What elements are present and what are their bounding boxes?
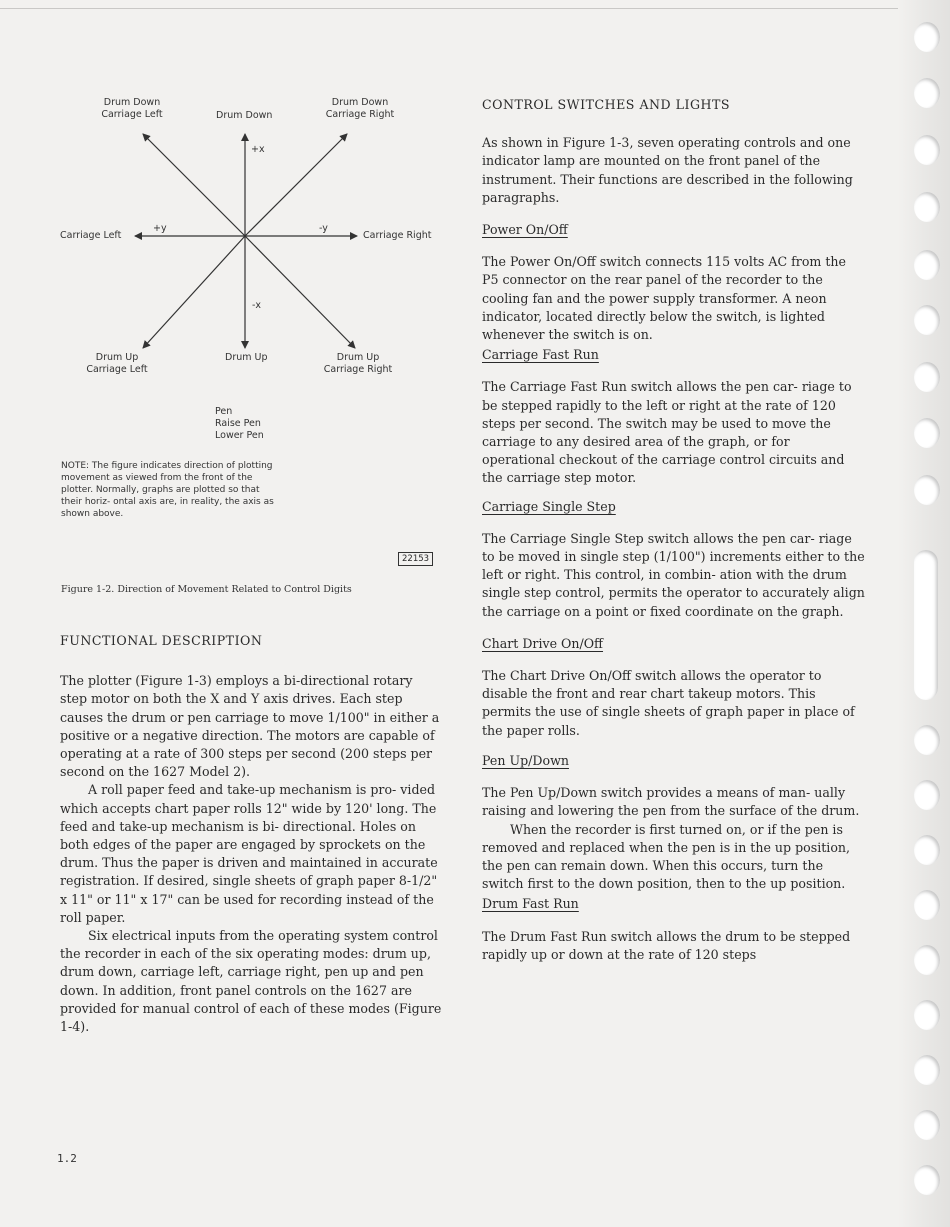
- figure-caption: Figure 1-2. Direction of Movement Related to Control Digits: [61, 584, 352, 595]
- left-column: [60, 632, 442, 1036]
- functional-description-heading: FUNCTIONAL DESCRIPTION: [60, 633, 263, 648]
- pen-up-down-text: The Pen Up/Down switch provides a means of man- ually raising and lowering the pen from the surface of the drum.: [482, 785, 860, 819]
- drum-fast-run-title: Drum Fast Run: [482, 896, 579, 912]
- label-carriage-left: Carriage Left: [60, 230, 122, 241]
- control-switches-heading: CONTROL SWITCHES AND LIGHTS: [482, 97, 731, 112]
- binder-hole: [914, 250, 940, 280]
- arrow-down-left: [143, 236, 245, 348]
- binder-hole: [914, 725, 940, 755]
- pen-up-down-text-2: When the recorder is first turned on, or if the pen is removed and replaced when the pen is in the up position, the pen can remain down. When this occurs, turn the switch first to the down position, then to the up position.: [482, 821, 851, 892]
- label-plus-y: +y: [153, 223, 167, 234]
- label-minus-x: -x: [252, 300, 262, 311]
- pen-up-down-title: Pen Up/Down: [482, 752, 569, 768]
- page-top-rule: [0, 8, 905, 9]
- binder-hole: [914, 475, 940, 505]
- label-plus-x: +x: [251, 144, 265, 155]
- binder-hole: [914, 305, 940, 335]
- binder-hole: [914, 1055, 940, 1085]
- direction-diagram: [55, 90, 460, 610]
- chart-drive-on-off-text: The Chart Drive On/Off switch allows the operator to disable the front and rear chart takeup motors. This permits the use of single sheets of graph paper in place of the paper rolls.: [482, 668, 855, 738]
- binder-hole: [914, 780, 940, 810]
- left-paragraph-1: The plotter (Figure 1-3) employs a bi-directional rotary step motor on both the X and Y axis drives. Each step causes the drum or pen carriage to move 1/100" in either a positive or a negative direction. The motors are capable of operating at a rate of 300 steps per second (200 steps per second on the 1627 Model 2).: [60, 673, 440, 780]
- label-drum-up: Drum Up: [225, 352, 268, 363]
- binder-hole: [914, 192, 940, 222]
- label-carriage-right: Carriage Right: [363, 230, 432, 241]
- drum-fast-run-text: The Drum Fast Run switch allows the drum to be stepped rapidly up or down at the rate of 120 steps: [482, 928, 851, 962]
- label-pen-group: Pen Raise Pen Lower Pen: [215, 406, 264, 441]
- left-paragraph-3: Six electrical inputs from the operating system control the recorder in each of the six operating modes: drum up, drum down, carriage left, carriage right, pen up and pen down. In addition, front panel controls on the 1627 are provided for manual control of each of these modes (Figure 1-4).: [60, 928, 442, 1035]
- control-switches-intro: As shown in Figure 1-3, seven operating controls and one indicator lamp are mounted on the front panel of the instrument. Their functions are described in the following paragraphs.: [482, 135, 853, 205]
- diagram-note: NOTE: The figure indicates direction of plotting movement as viewed from the front of the plotter. Normally, graphs are plotted so that their horiz- ontal axis are, in reality, the axis as shown above.: [61, 461, 274, 519]
- label-drum-down: Drum Down: [216, 110, 273, 121]
- carriage-fast-run-title: Carriage Fast Run: [482, 347, 599, 363]
- label-minus-y: -y: [319, 223, 328, 234]
- power-on-off-text: The Power On/Off switch connects 115 volts AC from the P5 connector on the rear panel of the recorder to the cooling fan and the power supply transformer. A neon indicator, located directly below the switch, is lighted whenever the switch is on.: [482, 254, 846, 343]
- left-paragraph-2: A roll paper feed and take-up mechanism is pro- vided which accepts chart paper rolls 12" wide by 120' long. The feed and take-up mechanism is bi- directional. Holes on both edges of the paper are engaged by sprockets on the drum. Thus the paper is driven and maintained in accurate registration. If desired, single sheets of graph paper 8-1/2" x 11" or 11" x 17" can be used for recording instead of the roll paper.: [60, 782, 438, 925]
- chart-drive-on-off-title: Chart Drive On/Off: [482, 635, 604, 651]
- page-number: 1.2: [57, 1152, 77, 1165]
- carriage-single-step-title: Carriage Single Step: [482, 498, 616, 514]
- label-drum-up-carriage-right: Drum Up Carriage Right: [323, 352, 393, 375]
- carriage-fast-run-text: The Carriage Fast Run switch allows the pen car- riage to be stepped rapidly to the left or right at the rate of 120 steps per second. The switch may be used to move the carriage to any desired area of the graph, or for operational checkout of the carriage control circuits and the carriage step motor.: [482, 379, 852, 486]
- binder-hole: [914, 135, 940, 165]
- binder-hole: [914, 418, 940, 448]
- binder-hole: [914, 835, 940, 865]
- carriage-single-step-text: The Carriage Single Step switch allows the pen car- riage to be moved in single step (1/100") increments either to the left or right. This control, in combin- ation with the drum single step control, permits the operator to accurately align the carriage on a point or fixed coordinate on the graph.: [482, 530, 865, 619]
- power-on-off-title: Power On/Off: [482, 222, 568, 238]
- binder-hole: [914, 362, 940, 392]
- binder-hole: [914, 22, 940, 52]
- right-column: [482, 96, 866, 964]
- binder-hole: [914, 1110, 940, 1140]
- figure-number-box: 22153: [398, 552, 433, 566]
- binder-hole: [914, 945, 940, 975]
- label-drum-down-carriage-left: Drum Down Carriage Left: [101, 97, 163, 120]
- label-drum-up-carriage-left: Drum Up Carriage Left: [86, 352, 148, 375]
- binder-hole: [914, 78, 940, 108]
- binder-holes-strip: [898, 0, 950, 1227]
- arrow-up-left: [143, 134, 245, 236]
- binder-hole: [914, 1165, 940, 1195]
- binder-slot: [914, 550, 938, 700]
- label-drum-down-carriage-right: Drum Down Carriage Right: [325, 97, 395, 120]
- binder-hole: [914, 890, 940, 920]
- arrow-down-right: [245, 236, 355, 348]
- binder-hole: [914, 1000, 940, 1030]
